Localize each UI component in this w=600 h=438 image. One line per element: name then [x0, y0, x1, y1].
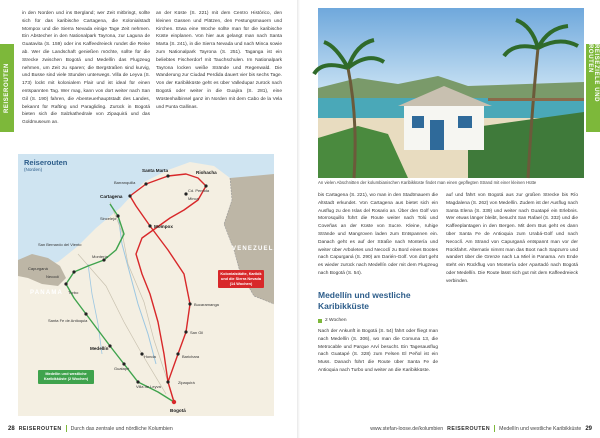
label-honda: Honda [144, 354, 156, 359]
label-minca: Minca [188, 196, 199, 201]
label-bogota: Bogotá [170, 408, 186, 413]
footer-url: www.stefan-loose.de/kolumbien [370, 425, 444, 432]
label-santa-marta: Santa Marta [142, 168, 169, 173]
label-panama: PANAMA [30, 290, 64, 296]
label-santa-fe: Santa Fe de Antioquia [48, 318, 88, 323]
photo-caption: An vielen Abschnitten der kolumbianischen Karibikküste findet man einen gepflegten Strand mit einer kleinen Hütte [318, 180, 537, 185]
label-san-gil: San Gil [190, 330, 204, 335]
label-medellin: Medellín [90, 346, 109, 351]
label-riohacha: Riohacha [196, 170, 217, 175]
label-mompox: Mompox [154, 224, 173, 229]
label-monteria: Montería [92, 254, 108, 259]
page-number-left: 28 [8, 425, 15, 432]
right-page [300, 0, 600, 438]
label-cartagena: Cartagena [100, 194, 123, 199]
label-capurgana: Capurganá [28, 266, 48, 271]
page-number-right: 29 [585, 425, 592, 432]
footer-text-left: Durch das zentrale und nördliche Kolumbien [70, 425, 173, 432]
label-necocli: Necoclí [46, 274, 60, 279]
photo-svg [318, 8, 584, 178]
right-column-1b: Nach der Ankunft in Bogotá (S. 54) fährt oder fliegt man nach Medellín (S. 306), wo man die Comuna 13, die Metrocable und Parque Arví besucht. Ein Tagesausflug nach Guatapé (S. 328) zum Felsen El Peñol ist ein Muss. Danach führt die Route über Santa Fe de Antioquia nach Turbo und weiter an die Karibikküste. [318, 329, 438, 373]
right-column-1: bis Cartagena (S. 221), wo man in den Stadtmauern die Altstadt erkundet. Von Cartagena aus bietet sich ein Ausflug zu den Islas del Rosario an. Über den Golf von Morrosquillo führt die Route weiter nach Tolú und Coveñas an der Küste von Sucre. Kleine, ruhige Strände und Mangroven laden zum Entspannen ein. Danach geht es auf der Straße nach Montería und weiter über Arboletes und Necoclí zu Bord eines Bootes nach Capurganá (S. 290) am Darién-Golf. Von dort geht es wieder zurück nach Medellín oder mit dem Flugzeug nach Bogotá (S. 54). [318, 193, 438, 276]
label-guatape: Guatapé [114, 366, 130, 371]
left-column-2: an der Küste (S. 221) mit dem Centro Histórico, den kleinen Gassen und Plätzen, den Festungsmauern und Kirchen. Etwa eine Woche sollte man für die karibische Küste einplanen. Von hier aus gelangt man nach Santa Marta (S. 241), in die Sierra Nevada und nach Minca sowie zum Nationalpark Tayrona (S. 251). Taganga ist ein beliebtes Fischerdorf mit Tauchschulen. Im Nationalpark Tayrona locken weiße Strände und Regenwald. Die Wanderung zur Ciudad Perdida dauert vier bis sechs Tage. Von der Karibikküste geht es über Valledupar zurück nach Bogotá oder weiter in die Guajira (S. 281), eine Wüstenhalbinsel ganz im Norden mit dem Cabo de la Vela und Punta Gallinas. [156, 11, 282, 110]
duration-text: 2 Wochen [325, 318, 347, 323]
route-badge-green: Medellín und westliche Karibikküste (2 Wochen) [38, 370, 94, 384]
footer-section-left: REISEROUTEN [18, 425, 62, 432]
beach-photo [318, 8, 584, 178]
section-heading: Medellín und westliche Karibikküste [318, 290, 411, 311]
footer-divider-left [66, 425, 67, 432]
label-barichara: Barichara [182, 354, 200, 359]
footer-section-right: REISEROUTEN [447, 425, 491, 432]
footer-divider-right [494, 425, 495, 432]
label-turbo: Turbo [68, 290, 79, 295]
label-sincelejo: Sincelejo [100, 216, 117, 221]
label-cd-perdida: Cd. Perdida [188, 188, 210, 193]
label-villa-de-leyva: Villa de Leyva [136, 384, 161, 389]
right-column-2: auf und fährt von Bogotá aus zur großen Strecke bis Río Magdalena (S. 262) von Medellín. Zudem ist der Ausflug nach Santa Elena (S. 339) und weiter nach Guatapé ein Erlebnis. Wer etwas länger bleibt, besucht San Rafael (S. 332) und die Kaffeeplantagen in den Bergen. Mit dem Bus geht es dann über Santa Fe de Antioquia zum Urabá-Golf und nach Necoclí. Am Strand von Capurganá entspannt man vor der Rückfahrt. Alternativ nimmt man das Boot nach Sapzurro und wandert über die Grenze nach La Miel in Panama. Am Ende steht ein Rückflug von Montería oder Apartadó nach Bogotá oder Medellín. Die Route lässt sich gut mit dem Kaffeedreieck verbinden. [446, 193, 578, 284]
label-bucaramanga: Bucaramanga [194, 302, 219, 307]
route-badge-red: Kolonialstädte, Karibik und die Sierra Nevada (14 Wochen) [218, 270, 264, 288]
route-map [18, 154, 280, 416]
label-barranquilla: Barranquilla [114, 180, 136, 185]
side-tab-right: REISEZIELE UND ROUTEN [586, 44, 600, 132]
label-san-bernardo: San Bernardo del Viento [38, 242, 82, 247]
duration-line [318, 318, 438, 323]
label-venezuela: VENEZUELA [232, 246, 280, 252]
footer-left [8, 425, 173, 432]
label-zipaquira: Zipaquirá [178, 380, 195, 385]
side-tab-left: REISEROUTEN [0, 44, 14, 132]
map-subtitle: (Norden) [24, 167, 43, 172]
duration-square-icon [318, 319, 322, 323]
footer-text-right: Medellín und westliche Karibikküste [499, 425, 582, 432]
left-column-1: in den Norden und ins Bergland; wer Zeit mitbringt, sollte sich für das karibische Cartagena, die Kolonialstadt Mompox und die Sierra Nevada einige Tage Zeit nehmen. Ein Abstecher in den Nationalpark Tayrona, zur Laguna de Guatavita (S. 159) oder ins Kaffeedreieck rundet die Reise ab. Wer die Landschaft genießen möchte, sollte für die Strecke zwischen Bogotá und Medellín das Flugzeug nehmen, um Zeit zu sparen; die Bergstraßen sind kurvig, und Busse sind viele Stunden unterwegs. Villa de Leyva (S. 173) lockt mit kolonialem Flair und ist ideal für einen entspannten Tag. Wer mag, kann von dort weiter nach San Gil (S. 190) fahren, die Abenteuerhauptstadt des Landes, bekannt für Rafting und Paragliding. Zurück in Bogotá bieten sich die Salzkathedrale von Zipaquirá und das Goldmuseum an. [22, 11, 150, 126]
footer-right [370, 425, 592, 432]
map-title: Reiserouten [24, 158, 68, 167]
